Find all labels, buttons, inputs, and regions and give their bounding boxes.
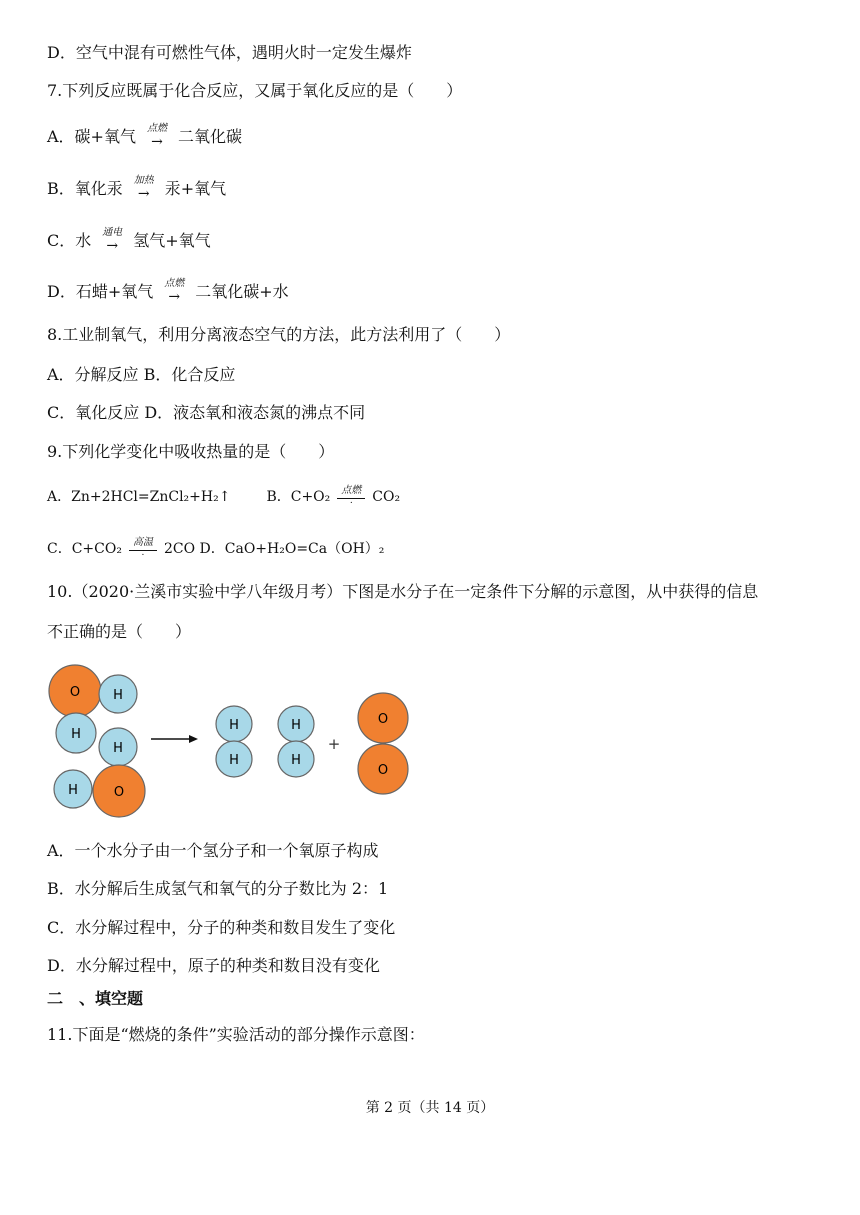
reaction-arrow-icon: → [151, 134, 163, 150]
q9a-equation: A．Zn+2HCl=ZnCl₂+H₂↑ [47, 489, 231, 505]
hydrogen-atom [278, 741, 314, 777]
q7d-products: 二氧化碳+水 [195, 282, 289, 301]
hydrogen-atom [216, 706, 252, 742]
condition-label: 点燃 [341, 485, 362, 496]
q10-option-b: B．水分解后生成氢气和氧气的分子数比为 2：1 [47, 879, 389, 898]
svg-text:H: H [291, 718, 301, 733]
svg-text:H: H [68, 783, 78, 798]
svg-text:H: H [71, 727, 81, 742]
q10-option-d: D．水分解过程中，原子的种类和数目没有变化 [47, 956, 380, 975]
q7-option-b [47, 175, 227, 202]
q10-stem-line1: 10.（2020·兰溪市实验中学八年级月考）下图是水分子在一定条件下分解的示意图，从中获得的信息 [47, 582, 759, 601]
svg-text:H: H [229, 718, 239, 733]
q9-options-cd [47, 539, 384, 559]
plus-sign: + [327, 735, 341, 753]
condition-label: 点燃 [164, 278, 185, 289]
q7-option-d [47, 278, 289, 305]
q10-option-a: A．一个水分子由一个氢分子和一个氧原子构成 [47, 841, 379, 860]
q7-stem: 7.下列反应既属于化合反应，又属于氧化反应的是（ ） [47, 81, 463, 100]
reaction-condition [127, 175, 161, 202]
oxygen-atom [93, 765, 145, 817]
q9c-products: 2CO [163, 541, 196, 557]
q6-option-d: D．空气中混有可燃性气体，遇明火时一定发生爆炸 [47, 43, 412, 62]
reaction-condition [157, 278, 191, 305]
q9-options-ab [47, 487, 400, 507]
dot-icon: . [349, 496, 353, 506]
svg-text:O: O [377, 712, 389, 727]
q8-stem: 8.工业制氧气，利用分离液态空气的方法，此方法利用了（ ） [47, 325, 511, 344]
condition-label: 加热 [133, 175, 154, 186]
svg-text:H: H [113, 741, 123, 756]
reaction-arrow-icon: → [168, 289, 181, 305]
condition-label: 高温 [132, 537, 153, 548]
svg-text:O: O [377, 763, 389, 778]
water-decomposition-diagram [40, 660, 430, 820]
dot-icon: . [141, 548, 145, 558]
svg-text:H: H [291, 753, 301, 768]
q8-options-cd: C．氧化反应 D．液态氧和液态氮的沸点不同 [47, 403, 366, 422]
hydrogen-atom [56, 713, 96, 753]
svg-text:O: O [69, 685, 81, 700]
q7b-products: 汞+氧气 [164, 179, 227, 198]
q10-stem-line2: 不正确的是（ ） [47, 622, 192, 641]
svg-text:O: O [113, 785, 125, 800]
oxygen-atom [358, 693, 408, 743]
condition-label: 点燃 [146, 123, 167, 134]
q9c-reactants: C．C+CO₂ [47, 541, 122, 557]
q9b-reactants: B．C+O₂ [266, 489, 331, 505]
q7c-reactants: C．水 [47, 231, 92, 250]
hydrogen-atom [99, 675, 137, 713]
reaction-arrow-icon: → [106, 238, 119, 254]
q7-option-a [47, 123, 242, 150]
q11-stem: 11.下面是“燃烧的条件”实验活动的部分操作示意图： [47, 1025, 425, 1044]
hydrogen-atom [54, 770, 92, 808]
svg-text:H: H [229, 753, 239, 768]
reaction-condition [334, 487, 368, 507]
q7b-reactants: B．氧化汞 [47, 179, 123, 198]
hydrogen-atom [99, 728, 137, 766]
q9-stem: 9.下列化学变化中吸收热量的是（ ） [47, 442, 335, 461]
reaction-condition [95, 227, 129, 254]
hydrogen-atom [216, 741, 252, 777]
hydrogen-atom [278, 706, 314, 742]
reaction-arrow-icon: → [137, 186, 150, 202]
q7-option-c [47, 227, 211, 254]
q7a-reactants: A．碳+氧气 [47, 127, 136, 146]
q8-options-ab: A．分解反应 B．化合反应 [47, 365, 236, 384]
oxygen-atom [49, 665, 101, 717]
section-heading: 二 、填空题 [47, 989, 144, 1008]
reaction-condition [126, 539, 160, 559]
q7d-reactants: D．石蜡+氧气 [47, 282, 154, 301]
reaction-condition [140, 123, 174, 150]
oxygen-atom [358, 744, 408, 794]
q7c-products: 氢气+氧气 [133, 231, 211, 250]
reaction-arrow-icon [151, 735, 198, 743]
q10-option-c: C．水分解过程中，分子的种类和数目发生了变化 [47, 918, 396, 937]
svg-text:H: H [113, 688, 123, 703]
condition-label: 通电 [102, 227, 123, 238]
q9b-products: CO₂ [372, 489, 401, 505]
q9d-equation: D．CaO+H₂O=Ca（OH）₂ [199, 541, 385, 557]
q7a-products: 二氧化碳 [177, 127, 242, 146]
page-footer: 第 2 页（共 14 页） [365, 1100, 495, 1116]
